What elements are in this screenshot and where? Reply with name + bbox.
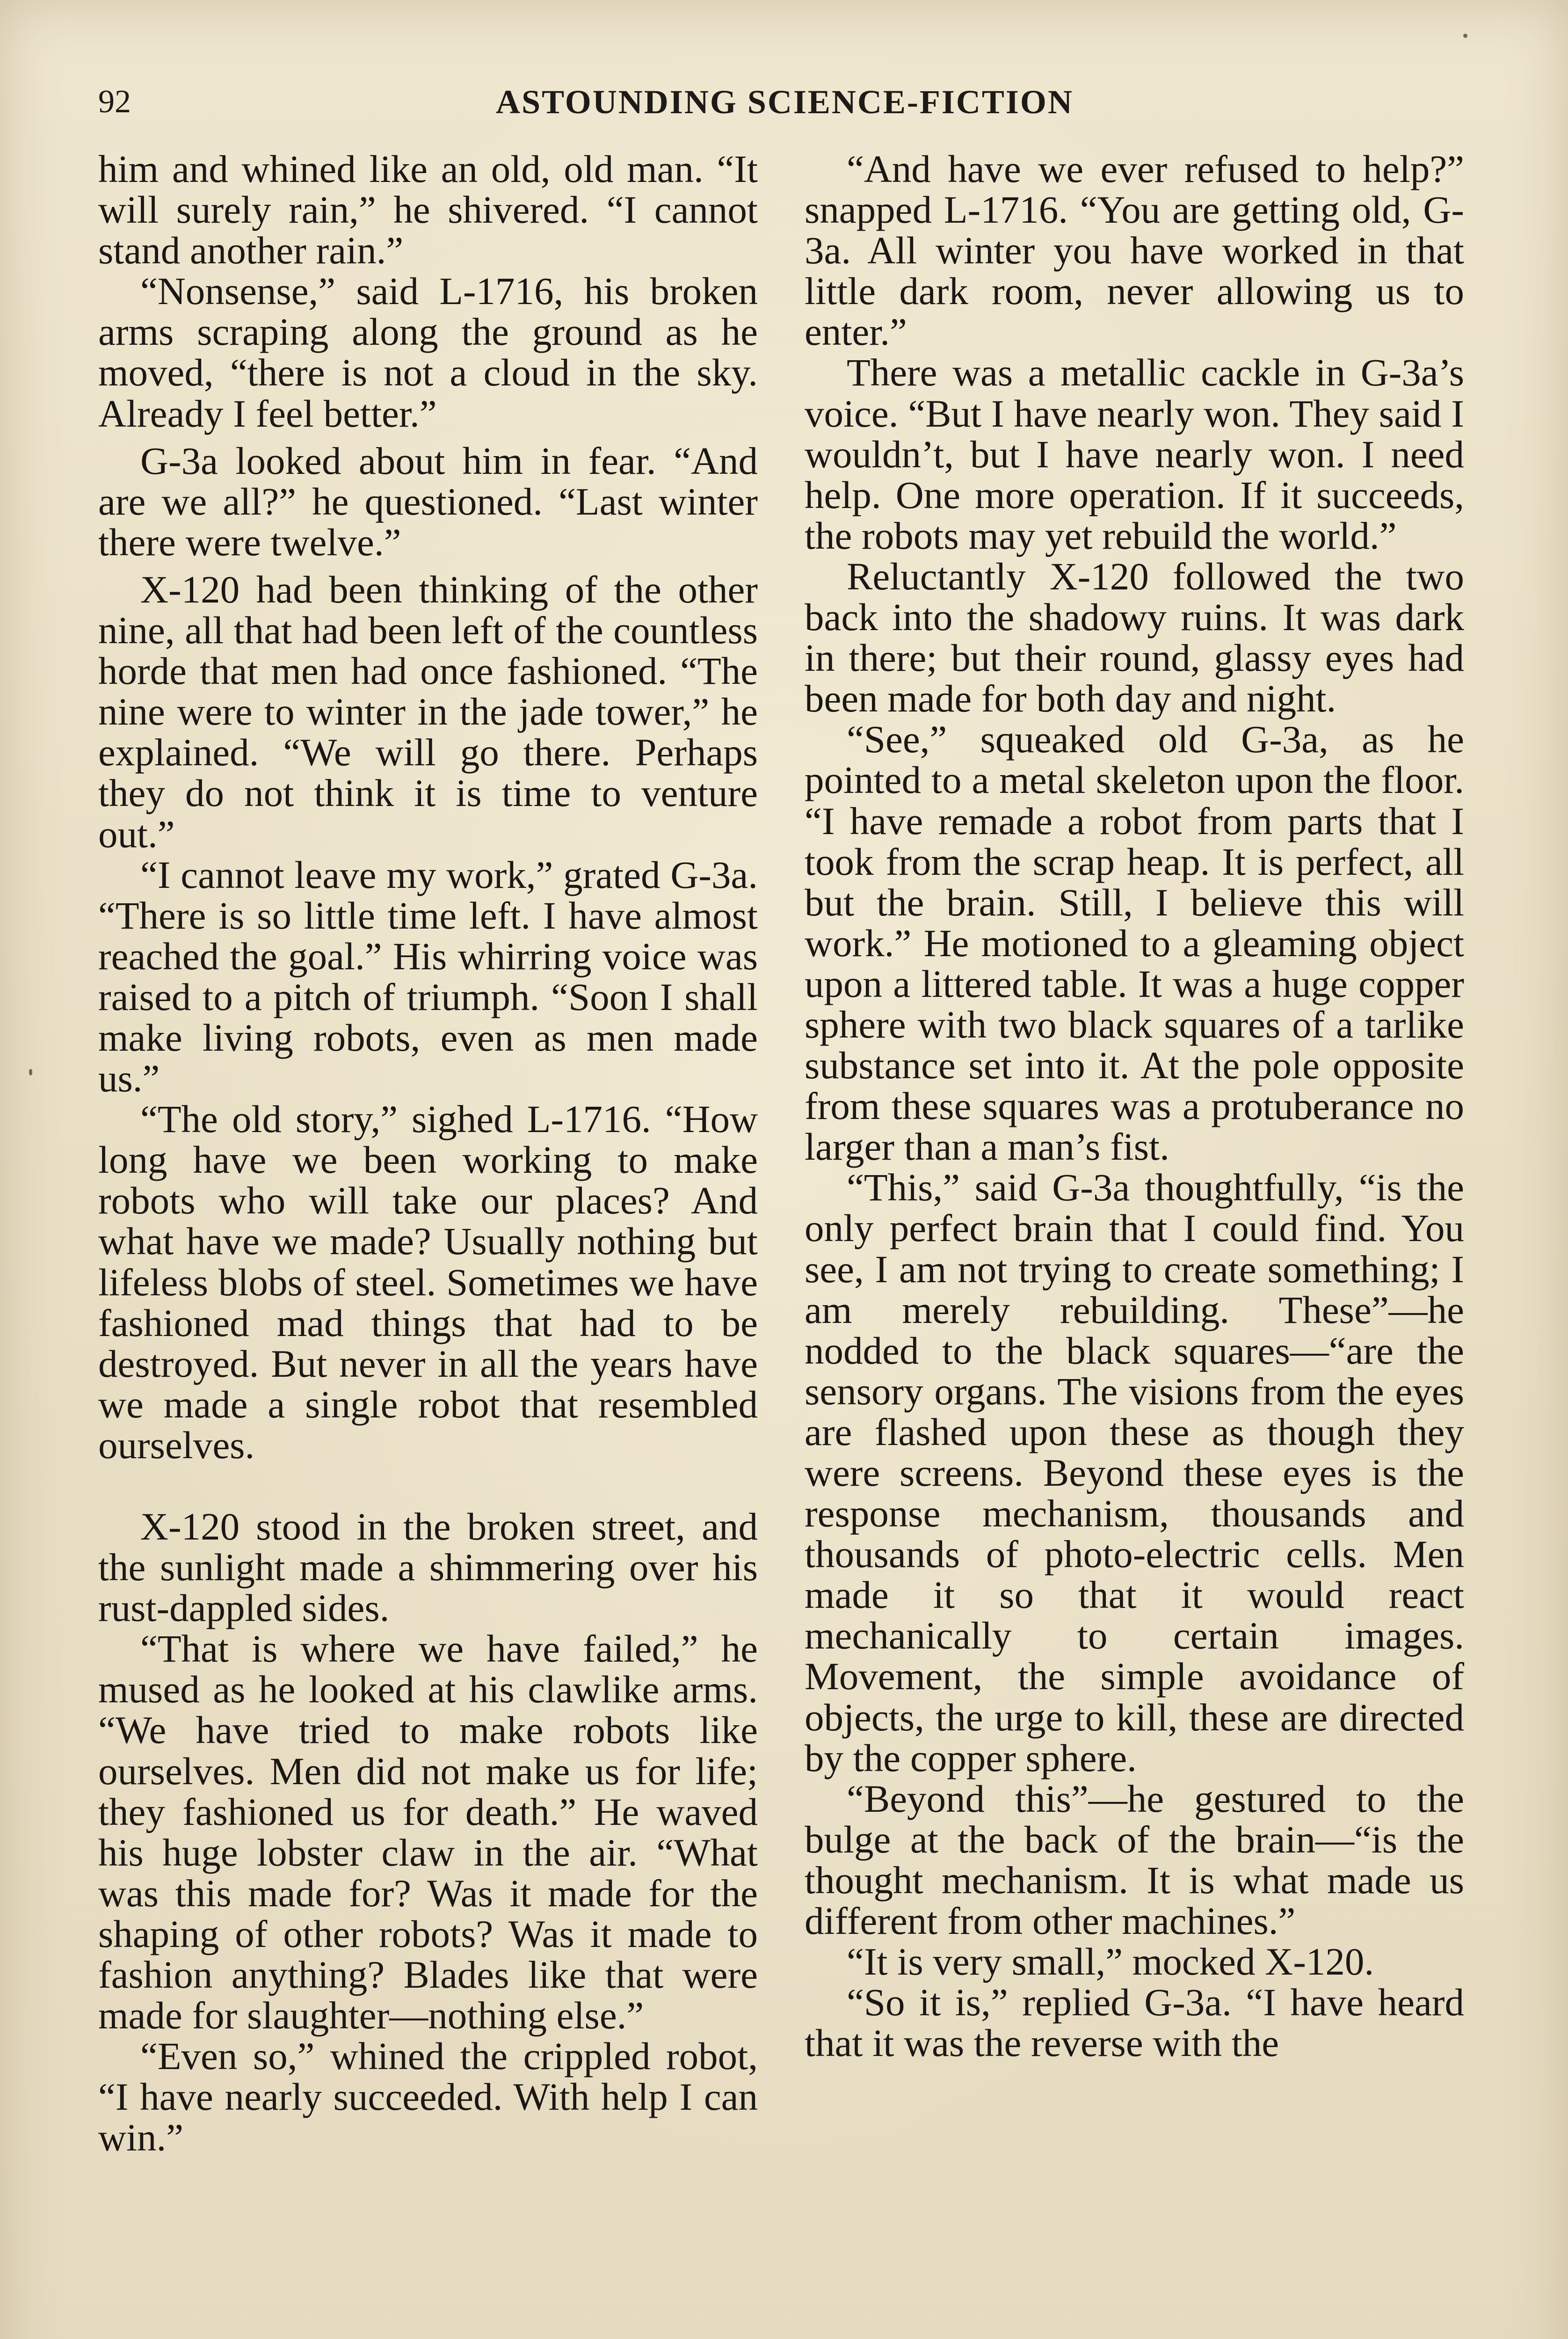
paragraph: There was a metallic cackle in G-3a’s voice. “But I have nearly won. They said I wouldn’t, but I have nearly won. I need help. One more operation. If it succeeds, the robots may yet rebuild the world.” [805, 351, 1464, 557]
paragraph: “That is where we have failed,” he mused as he looked at his clawlike arms. “We have tried to make robots like ourselves. Men did not make us for life; they fashioned us for death.” He waved his huge lobster claw in the air. “What was this made for? Was it made for the shaping of other robots? Was it made to fashion anything? Blades like that were made for slaughter—nothing else.” [98, 1627, 758, 2037]
paper-speck [1463, 34, 1467, 38]
paragraph: “The old story,” sighed L-1716. “How long have we been working to make robots who will take our places? And what have we made? Usually nothing but lifeless blobs of steel. Sometimes we have fashioned mad things that had to be destroyed. But never in all the years have we made a single robot that resembled ourselves. [98, 1097, 758, 1467]
paragraph: “So it is,” replied G-3a. “I have heard that it was the reverse with the [805, 1981, 1464, 2065]
left-column [98, 149, 758, 2158]
paragraph: X-120 stood in the broken street, and the sunlight made a shimmering over his rust-dappled sides. [98, 1505, 758, 1630]
paragraph: “Beyond this”—he gestured to the bulge at the back of the brain—“is the thought mechanism. It is what made us different from other machines.” [805, 1777, 1464, 1943]
paragraph: “Even so,” whined the crippled robot, “I have nearly succeeded. With help I can win.” [98, 2034, 758, 2159]
paragraph: Reluctantly X-120 followed the two back into the shadowy ruins. It was dark in there; but their round, glassy eyes had been made for both day and night. [805, 554, 1464, 720]
page-number: 92 [98, 84, 131, 120]
paragraph: “Nonsense,” said L-1716, his broken arms scraping along the ground as he moved, “there is not a cloud in the sky. Already I feel better.” [98, 269, 758, 435]
paragraph: X-120 had been thinking of the other nine, all that had been left of the countless horde that men had once fashioned. “The nine were to winter in the jade tower,” he explained. “We will go there. Perhaps they do not think it is time to venture out.” [98, 567, 758, 856]
paper-speck [29, 1069, 32, 1075]
paragraph: “I cannot leave my work,” grated G-3a. “There is so little time left. I have almost reached the goal.” His whirring voice was raised to a pitch of triumph. “Soon I shall make living robots, even as men made us.” [98, 853, 758, 1100]
paragraph: “This,” said G-3a thoughtfully, “is the only perfect brain that I could find. You see, I am not trying to create something; I am merely rebuilding. These”—he nodded to the black squares—“are the sensory organs. The visions from the eyes are flashed upon these as though they were screens. Beyond these eyes is the response mechanism, thousands and thousands of photo-electric cells. Men made it so that it would react mechanically to certain images. Movement, the simple avoidance of objects, the urge to kill, these are directed by the copper sphere. [805, 1166, 1464, 1780]
paragraph: “It is very small,” mocked X-120. [847, 1940, 1374, 1983]
paragraph: “And have we ever refused to help?” snapped L-1716. “You are getting old, G-3a. All winter you have worked in that little dark room, never allowing us to enter.” [805, 147, 1464, 354]
running-title: ASTOUNDING SCIENCE-FICTION [496, 83, 1074, 121]
paragraph: G-3a looked about him in fear. “And are we all?” he questioned. “Last winter there were twelve.” [98, 439, 758, 564]
page-header [98, 79, 1471, 125]
right-column [805, 149, 1464, 2063]
paragraph: him and whined like an old, old man. “It will surely rain,” he shivered. “I cannot stand another rain.” [98, 147, 758, 272]
paragraph: “See,” squeaked old G-3a, as he pointed to a metal skeleton upon the floor. “I have remade a robot from parts that I took from the scrap heap. It is perfect, all but the brain. Still, I believe this will work.” He motioned to a gleaming object upon a littered table. It was a huge copper sphere with two black squares of a tarlike substance set into it. At the pole opposite from these squares was a protuberance no larger than a man’s fist. [805, 718, 1464, 1169]
